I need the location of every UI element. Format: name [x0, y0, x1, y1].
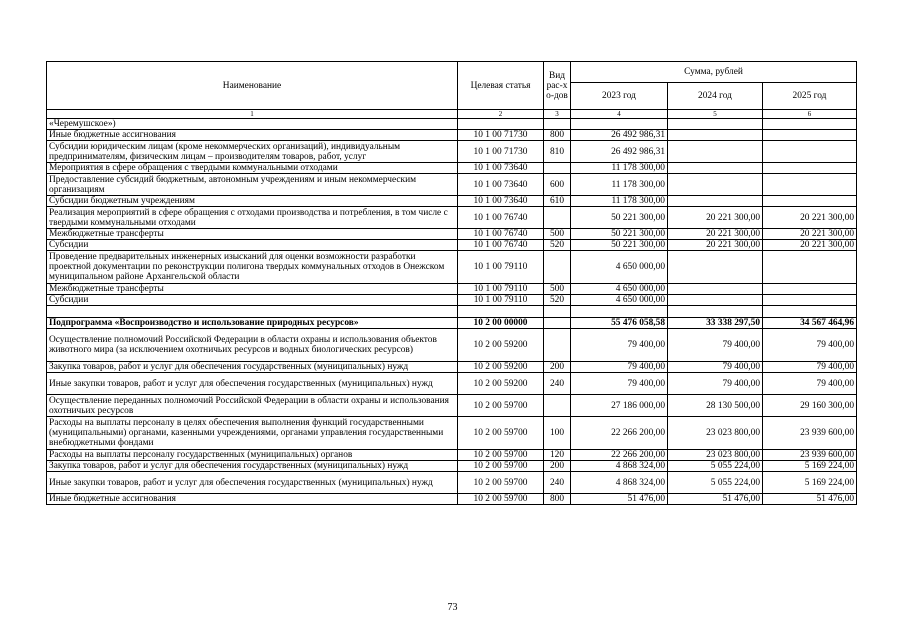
row-name: Закупка товаров, работ и услуг для обеспечения государственных (муниципальных) нужд [47, 461, 458, 472]
target-article-code: 10 1 00 76740 [458, 207, 544, 229]
row-name: «Черемушское») [47, 119, 458, 130]
amount-2024 [668, 163, 763, 174]
amount-2025: 79 400,00 [763, 329, 857, 362]
amount-2025 [763, 251, 857, 284]
amount-2024 [668, 174, 763, 196]
row-name: Проведение предварительных инженерных изысканий для оценки возможности разработки проектной документации по реконструкции полигона твердых коммунальных отходов в Онежском муниципальном районе Архангельской области [47, 251, 458, 284]
amount-2024: 28 130 500,00 [668, 395, 763, 417]
amount-2024 [668, 295, 763, 306]
row-name: Иные закупки товаров, работ и услуг для обеспечения государственных (муниципальных) нужд [47, 373, 458, 395]
target-article-code: 10 1 00 73640 [458, 196, 544, 207]
target-article-code: 10 1 00 73640 [458, 174, 544, 196]
header-name: Наименование [47, 62, 458, 110]
row-name: Мероприятия в сфере обращения с твердыми коммунальными отходами [47, 163, 458, 174]
header-year-2025: 2025 год [763, 83, 857, 110]
table-row [47, 240, 857, 251]
table-row [47, 130, 857, 141]
amount-2024 [668, 130, 763, 141]
amount-2024: 20 221 300,00 [668, 229, 763, 240]
amount-2024: 23 023 800,00 [668, 450, 763, 461]
amount-2025: 23 939 600,00 [763, 417, 857, 450]
table-row [47, 163, 857, 174]
table-row [47, 196, 857, 207]
expense-kind-code: 520 [544, 240, 571, 251]
target-article-code: 10 2 00 59700 [458, 417, 544, 450]
target-article-code: 10 2 00 59700 [458, 461, 544, 472]
amount-2025 [763, 163, 857, 174]
amount-2023 [571, 119, 668, 130]
column-index: 1 [47, 110, 458, 119]
expense-kind-code [544, 306, 571, 318]
amount-2023: 22 266 200,00 [571, 417, 668, 450]
amount-2023: 11 178 300,00 [571, 196, 668, 207]
amount-2025: 20 221 300,00 [763, 207, 857, 229]
target-article-code: 10 1 00 79110 [458, 284, 544, 295]
amount-2023: 51 476,00 [571, 494, 668, 505]
amount-2025: 5 169 224,00 [763, 472, 857, 494]
header-target-article: Целевая статья [458, 62, 544, 110]
expense-kind-code: 800 [544, 494, 571, 505]
column-index-row [47, 110, 857, 119]
expense-kind-code: 200 [544, 461, 571, 472]
amount-2024 [668, 284, 763, 295]
header-expense-kind: Вид рас-хо-дов [544, 62, 571, 110]
amount-2023: 79 400,00 [571, 362, 668, 373]
amount-2025 [763, 295, 857, 306]
amount-2023: 4 650 000,00 [571, 284, 668, 295]
target-article-code: 10 2 00 59200 [458, 373, 544, 395]
amount-2023: 4 868 324,00 [571, 472, 668, 494]
amount-2025 [763, 141, 857, 163]
column-index: 3 [544, 110, 571, 119]
target-article-code [458, 306, 544, 318]
target-article-code: 10 2 00 59700 [458, 472, 544, 494]
table-row [47, 229, 857, 240]
table-row [47, 207, 857, 229]
target-article-code: 10 1 00 73640 [458, 163, 544, 174]
amount-2025: 51 476,00 [763, 494, 857, 505]
table-row [47, 251, 857, 284]
expense-kind-code: 610 [544, 196, 571, 207]
expense-kind-code: 200 [544, 362, 571, 373]
expense-kind-code [544, 163, 571, 174]
amount-2025: 34 567 464,96 [763, 318, 857, 329]
amount-2024: 79 400,00 [668, 373, 763, 395]
amount-2025: 29 160 300,00 [763, 395, 857, 417]
amount-2025 [763, 196, 857, 207]
header-year-2023: 2023 год [571, 83, 668, 110]
table-row [47, 141, 857, 163]
header-year-2024: 2024 год [668, 83, 763, 110]
target-article-code: 10 2 00 59700 [458, 494, 544, 505]
amount-2024: 5 055 224,00 [668, 472, 763, 494]
expense-kind-code: 500 [544, 284, 571, 295]
amount-2025 [763, 174, 857, 196]
amount-2025: 20 221 300,00 [763, 229, 857, 240]
row-name: Иные бюджетные ассигнования [47, 130, 458, 141]
row-name: Субсидии [47, 240, 458, 251]
row-name: Межбюджетные трансферты [47, 284, 458, 295]
expense-kind-code: 100 [544, 417, 571, 450]
amount-2024: 79 400,00 [668, 362, 763, 373]
amount-2024: 20 221 300,00 [668, 240, 763, 251]
row-name: Закупка товаров, работ и услуг для обеспечения государственных (муниципальных) нужд [47, 362, 458, 373]
row-name: Подпрограмма «Воспроизводство и использование природных ресурсов» [47, 318, 458, 329]
target-article-code: 10 1 00 76740 [458, 229, 544, 240]
amount-2023: 50 221 300,00 [571, 229, 668, 240]
amount-2023: 4 868 324,00 [571, 461, 668, 472]
row-name: Расходы на выплаты персоналу государственных (муниципальных) органов [47, 450, 458, 461]
header-sum: Сумма, рублей [571, 62, 857, 83]
table-row [47, 395, 857, 417]
row-name: Иные закупки товаров, работ и услуг для обеспечения государственных (муниципальных) нужд [47, 472, 458, 494]
amount-2025 [763, 130, 857, 141]
table-row [47, 295, 857, 306]
amount-2024: 23 023 800,00 [668, 417, 763, 450]
expense-kind-code: 810 [544, 141, 571, 163]
amount-2024 [668, 251, 763, 284]
row-name: Расходы на выплаты персоналу в целях обеспечения выполнения функций государственными (муниципальными) органами, казенными учреждениями, органами управления государственными внебюджетными фондами [47, 417, 458, 450]
target-article-code: 10 1 00 71730 [458, 141, 544, 163]
table-row [47, 461, 857, 472]
amount-2025 [763, 306, 857, 318]
amount-2025: 79 400,00 [763, 362, 857, 373]
expense-kind-code [544, 318, 571, 329]
amount-2023: 11 178 300,00 [571, 174, 668, 196]
amount-2023: 4 650 000,00 [571, 251, 668, 284]
row-name: Предоставление субсидий бюджетным, автономным учреждениям и иным некоммерческим организациям [47, 174, 458, 196]
target-article-code: 10 1 00 79110 [458, 251, 544, 284]
target-article-code: 10 2 00 00000 [458, 318, 544, 329]
amount-2025 [763, 119, 857, 130]
amount-2025 [763, 284, 857, 295]
amount-2024 [668, 196, 763, 207]
target-article-code: 10 2 00 59200 [458, 329, 544, 362]
row-name: Субсидии юридическим лицам (кроме некоммерческих организаций), индивидуальным предпринимателям, физическим лицам – производителям товаров, работ, услуг [47, 141, 458, 163]
target-article-code: 10 1 00 71730 [458, 130, 544, 141]
target-article-code: 10 2 00 59700 [458, 450, 544, 461]
expense-kind-code [544, 329, 571, 362]
expense-kind-code: 500 [544, 229, 571, 240]
expense-kind-code: 240 [544, 472, 571, 494]
target-article-code: 10 2 00 59200 [458, 362, 544, 373]
table-row [47, 119, 857, 130]
amount-2023: 26 492 986,31 [571, 130, 668, 141]
table-row [47, 284, 857, 295]
amount-2023: 4 650 000,00 [571, 295, 668, 306]
amount-2024 [668, 141, 763, 163]
expense-kind-code [544, 251, 571, 284]
expense-kind-code [544, 119, 571, 130]
column-index: 4 [571, 110, 668, 119]
table-row [47, 472, 857, 494]
expense-kind-code: 600 [544, 174, 571, 196]
table-row [47, 318, 857, 329]
target-article-code [458, 119, 544, 130]
row-name: Реализация мероприятий в сфере обращения с отходами производства и потребления, в том числе с твердыми коммунальными отходами [47, 207, 458, 229]
target-article-code: 10 2 00 59700 [458, 395, 544, 417]
amount-2023: 79 400,00 [571, 329, 668, 362]
column-index: 5 [668, 110, 763, 119]
amount-2023: 22 266 200,00 [571, 450, 668, 461]
amount-2023: 27 186 000,00 [571, 395, 668, 417]
expense-kind-code: 240 [544, 373, 571, 395]
expense-kind-code [544, 207, 571, 229]
row-name: Осуществление переданных полномочий Российской Федерации в области охраны и использования охотничьих ресурсов [47, 395, 458, 417]
table-row [47, 362, 857, 373]
amount-2023: 50 221 300,00 [571, 240, 668, 251]
amount-2023: 55 476 058,58 [571, 318, 668, 329]
row-name [47, 306, 458, 318]
amount-2025: 23 939 600,00 [763, 450, 857, 461]
target-article-code: 10 1 00 76740 [458, 240, 544, 251]
table-row [47, 450, 857, 461]
amount-2024: 20 221 300,00 [668, 207, 763, 229]
row-name: Субсидии бюджетным учреждениям [47, 196, 458, 207]
amount-2024: 5 055 224,00 [668, 461, 763, 472]
amount-2023: 11 178 300,00 [571, 163, 668, 174]
table-row [47, 329, 857, 362]
row-name: Осуществление полномочий Российской Федерации в области охраны и использования объектов животного мира (за исключением охотничьих ресурсов и водных биологических ресурсов) [47, 329, 458, 362]
table-row [47, 306, 857, 318]
row-name: Субсидии [47, 295, 458, 306]
amount-2025: 79 400,00 [763, 373, 857, 395]
row-name: Межбюджетные трансферты [47, 229, 458, 240]
amount-2023: 79 400,00 [571, 373, 668, 395]
amount-2024: 51 476,00 [668, 494, 763, 505]
table-row [47, 417, 857, 450]
amount-2024 [668, 306, 763, 318]
table-row [47, 174, 857, 196]
table-row [47, 373, 857, 395]
amount-2023: 26 492 986,31 [571, 141, 668, 163]
expense-kind-code: 120 [544, 450, 571, 461]
table-row [47, 494, 857, 505]
amount-2024 [668, 119, 763, 130]
expense-kind-code: 520 [544, 295, 571, 306]
amount-2023: 50 221 300,00 [571, 207, 668, 229]
target-article-code: 10 1 00 79110 [458, 295, 544, 306]
amount-2024: 33 338 297,50 [668, 318, 763, 329]
budget-table [46, 61, 857, 505]
row-name: Иные бюджетные ассигнования [47, 494, 458, 505]
expense-kind-code [544, 395, 571, 417]
amount-2024: 79 400,00 [668, 329, 763, 362]
column-index: 2 [458, 110, 544, 119]
amount-2025: 20 221 300,00 [763, 240, 857, 251]
expense-kind-code: 800 [544, 130, 571, 141]
page-number: 73 [447, 602, 458, 613]
amount-2025: 5 169 224,00 [763, 461, 857, 472]
column-index: 6 [763, 110, 857, 119]
amount-2023 [571, 306, 668, 318]
